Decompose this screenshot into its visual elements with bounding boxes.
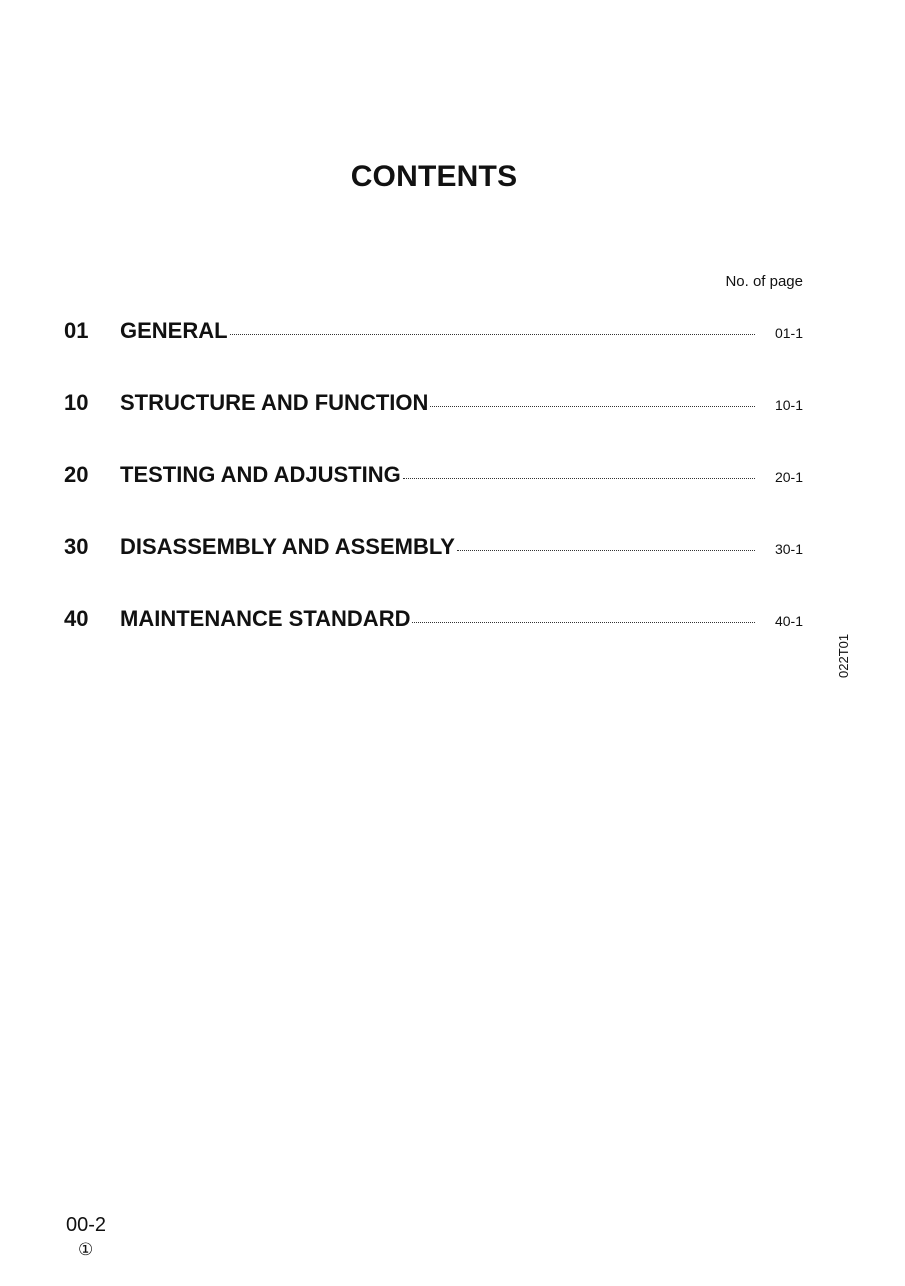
toc-entry-page: 01-1 <box>774 325 803 341</box>
toc-entry-number: 30 <box>64 534 89 559</box>
toc-entry-number: 10 <box>64 390 89 415</box>
toc-entry-structure-and-function[interactable] <box>64 390 803 426</box>
toc-dot-leader <box>457 550 755 551</box>
toc-dot-leader <box>403 478 755 479</box>
toc-entry-label: TESTING AND ADJUSTING <box>120 462 401 487</box>
footer-revision-mark: ① <box>78 1240 94 1259</box>
side-document-code: 022T01 <box>836 633 851 678</box>
footer-page-number: 00-2 <box>66 1214 107 1236</box>
toc-entry-number: 20 <box>64 462 89 487</box>
toc-entry-general[interactable] <box>64 318 803 354</box>
toc-entry-label: DISASSEMBLY AND ASSEMBLY <box>120 534 455 559</box>
toc-entry-disassembly-and-assembly[interactable] <box>64 534 803 570</box>
toc-entry-page: 10-1 <box>774 397 803 413</box>
toc-entry-page: 30-1 <box>774 541 803 557</box>
toc-entry-label: STRUCTURE AND FUNCTION <box>120 390 429 415</box>
toc-dot-leader <box>230 334 755 335</box>
table-of-contents <box>64 318 803 678</box>
toc-entry-testing-and-adjusting[interactable] <box>64 462 803 498</box>
toc-entry-maintenance-standard[interactable] <box>64 606 803 642</box>
toc-entry-label: GENERAL <box>120 318 228 343</box>
toc-entry-number: 40 <box>64 606 89 631</box>
toc-entry-number: 01 <box>64 318 89 343</box>
page-title: CONTENTS <box>350 160 518 193</box>
toc-entry-page: 40-1 <box>774 613 803 629</box>
toc-dot-leader <box>430 406 755 407</box>
page-column-header: No. of page <box>725 273 803 290</box>
toc-dot-leader <box>412 622 755 623</box>
toc-entry-label: MAINTENANCE STANDARD <box>120 606 411 631</box>
toc-entry-page: 20-1 <box>774 469 803 485</box>
